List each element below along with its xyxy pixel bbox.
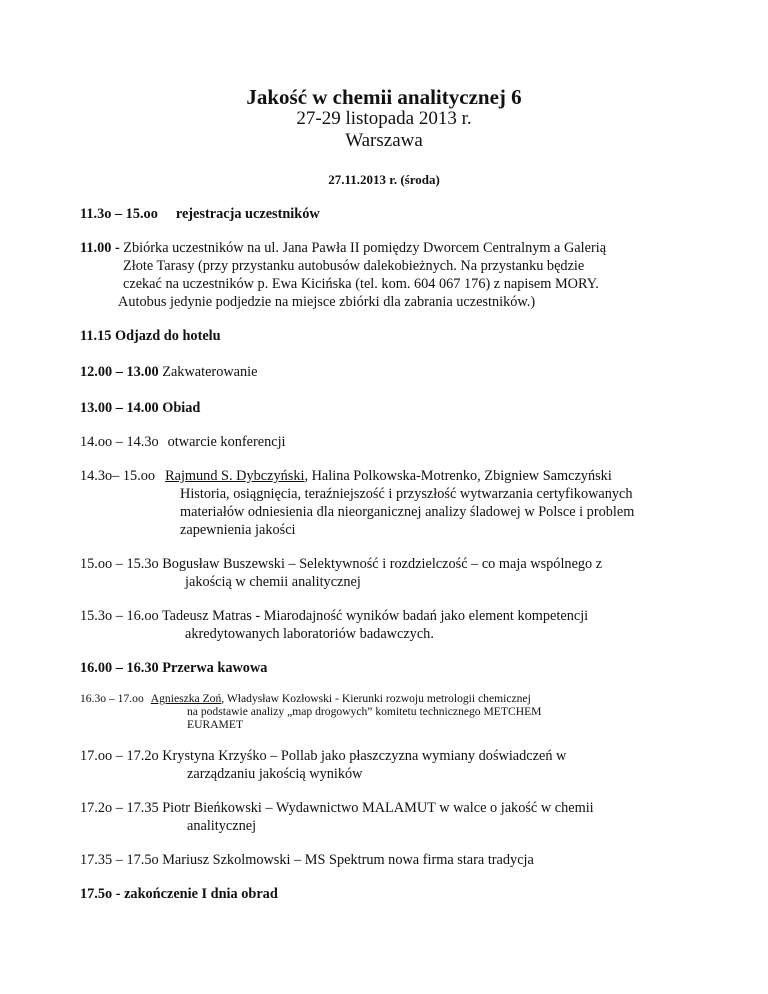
talk-title: jakością w chemii analitycznej bbox=[185, 574, 361, 590]
agenda-text: 17.5o - zakończenie I dnia obrad bbox=[80, 886, 278, 902]
talk-title: analitycznej bbox=[187, 818, 257, 834]
agenda-text-continued: Złote Tarasy (przy przystanku autobusów dalekobieżnych. Na przystanku będzie bbox=[123, 258, 585, 274]
agenda-time: 12.00 – 13.00 bbox=[80, 364, 159, 380]
talk-title: Historia, osiągnięcia, teraźniejszość i przyszłość wytwarzania certyfikowanych bbox=[180, 486, 633, 502]
speaker-name: Rajmund S. Dybczyński bbox=[165, 468, 305, 484]
agenda-item-talk bbox=[80, 692, 531, 705]
day-heading: 27.11.2013 r. (środa) bbox=[328, 172, 440, 187]
talk-title: materiałów odniesienia dla nieorganicznej analizy śladowej w Polsce i problem bbox=[180, 504, 635, 520]
speaker-name: Agnieszka Zoń bbox=[150, 692, 222, 705]
agenda-time: 11.00 - bbox=[80, 240, 120, 256]
agenda-item-talk: 17.2o – 17.35 Piotr Bieńkowski – Wydawnictwo MALAMUT w walce o jakość w chemii bbox=[80, 800, 594, 816]
agenda-time: 14.oo – 14.3o bbox=[80, 434, 159, 450]
agenda-item-coffee-break bbox=[80, 660, 267, 677]
co-authors: , Władysław Kozłowski - Kierunki rozwoju metrologii chemicznej bbox=[221, 692, 531, 705]
agenda-time: 14.3o– 15.oo bbox=[80, 468, 156, 484]
agenda-item-checkin bbox=[80, 364, 257, 381]
agenda-text: 11.15 Odjazd do hotelu bbox=[80, 328, 221, 344]
agenda-item-lunch bbox=[80, 400, 200, 417]
conference-title: Jakość w chemii analitycznej 6 bbox=[246, 85, 522, 109]
agenda-item-talk: 17.35 – 17.5o Mariusz Szkolmowski – MS Spektrum nowa firma stara tradycja bbox=[80, 852, 534, 868]
agenda-item-talk: 17.oo – 17.2o Krystyna Krzyśko – Pollab jako płaszczyzna wymiany doświadczeń w bbox=[80, 748, 567, 764]
talk-title: akredytowanych laboratoriów badawczych. bbox=[185, 626, 434, 642]
agenda-time: 16.3o – 17.oo bbox=[80, 692, 144, 705]
agenda-text: rejestracja uczestników bbox=[175, 206, 320, 222]
talk-title: zapewnienia jakości bbox=[180, 522, 296, 538]
agenda-item-talk: 15.3o – 16.oo Tadeusz Matras - Miarodajność wyników badań jako element kompetencji bbox=[80, 608, 589, 624]
conference-city: Warszawa bbox=[345, 130, 423, 151]
agenda-item-closing bbox=[80, 886, 278, 903]
talk-title: zarządzaniu jakością wyników bbox=[187, 766, 363, 782]
talk-title: EURAMET bbox=[187, 718, 244, 731]
agenda-text: 16.00 – 16.30 Przerwa kawowa bbox=[80, 660, 268, 676]
talk-title: na podstawie analizy „map drogowych” komitetu technicznego METCHEM bbox=[187, 705, 542, 718]
agenda-text: otwarcie konferencji bbox=[167, 434, 286, 450]
agenda-time: 11.3o – 15.oo bbox=[80, 206, 158, 222]
agenda-item-departure bbox=[80, 328, 221, 345]
agenda-text: Zbiórka uczestników na ul. Jana Pawła II pomiędzy Dworcem Centralnym a Galerią bbox=[123, 240, 607, 256]
agenda-item-opening bbox=[80, 434, 286, 451]
agenda-item-talk bbox=[80, 468, 612, 485]
agenda-item-talk: 15.oo – 15.3o Bogusław Buszewski – Selektywność i rozdzielczość – co maja wspólnego z bbox=[80, 556, 603, 572]
agenda-item-meeting bbox=[80, 240, 606, 257]
agenda-text: Zakwaterowanie bbox=[162, 364, 258, 380]
agenda-item-registration bbox=[80, 206, 320, 223]
conference-dates: 27-29 listopada 2013 r. bbox=[296, 108, 472, 129]
agenda-text: 13.00 – 14.00 Obiad bbox=[80, 400, 201, 416]
document-header bbox=[0, 86, 768, 152]
agenda-text-continued: czekać na uczestników p. Ewa Kicińska (tel. kom. 604 067 176) z napisem MORY. bbox=[123, 276, 599, 292]
agenda-text-continued: Autobus jedynie podjedzie na miejsce zbiórki dla zabrania uczestników.) bbox=[118, 294, 536, 310]
co-authors: , Halina Polkowska-Motrenko, Zbigniew Samczyński bbox=[304, 468, 612, 484]
